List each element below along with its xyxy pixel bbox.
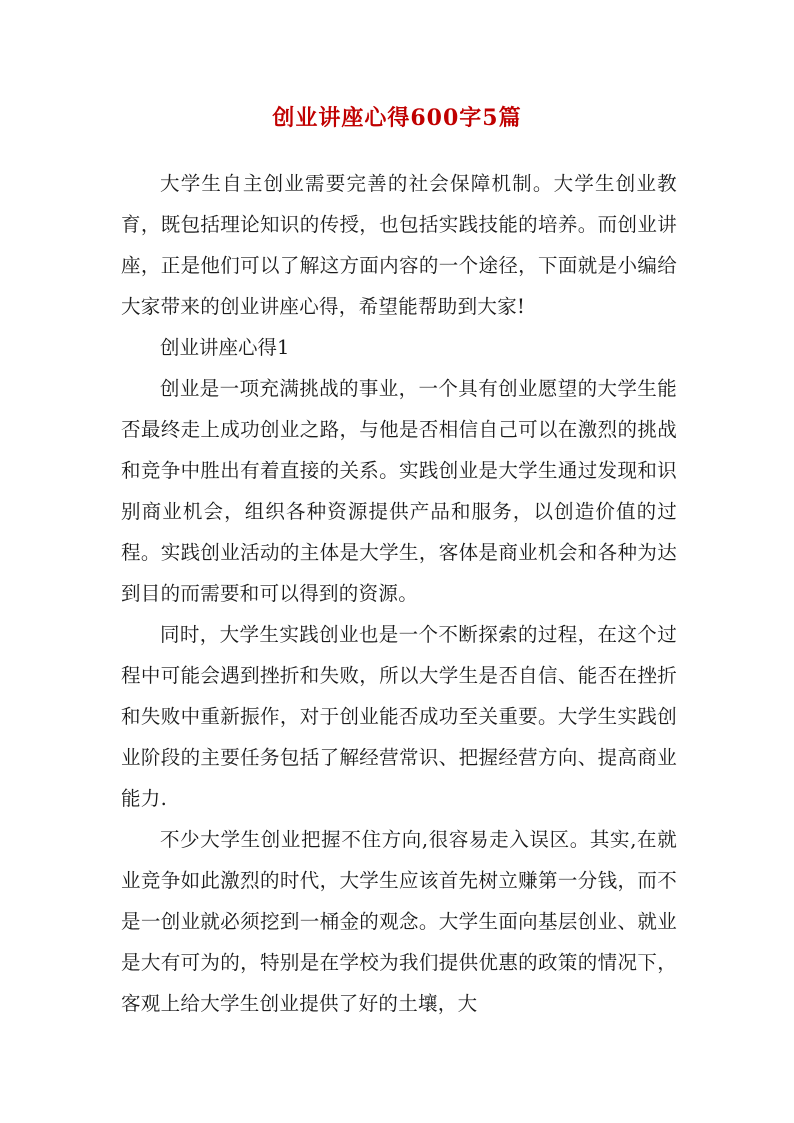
body-paragraph: 不少大学生创业把握不住方向,很容易走入误区。其实,在就业竞争如此激烈的时代，大学生应该首先树立赚第一分钱，而不是一创业就必须挖到一桶金的观念。大学生面向基层创业、就业是大有可为的，特别是在学校为我们提供优惠的政策的情况下，客观上给大学生创业提供了好的土壤，大 bbox=[121, 828, 677, 1015]
intro-paragraph: 大学生自主创业需要完善的社会保障机制。大学生创业教育，既包括理论知识的传授，也包括实践技能的培养。而创业讲座，正是他们可以了解这方面内容的一个途径，下面就是小编给大家带来的创业讲座心得，希望能帮助到大家! bbox=[121, 172, 677, 318]
body-paragraph: 创业是一项充满挑战的事业，一个具有创业愿望的大学生能否最终走上成功创业之路，与他是否相信自己可以在激烈的挑战和竞争中胜出有着直接的关系。实践创业是大学生通过发现和识别商业机会，组织各种资源提供产品和服务，以创造价值的过程。实践创业活动的主体是大学生，客体是商业机会和各种为达到目的而需要和可以得到的资源。 bbox=[121, 377, 677, 605]
document-title: 创业讲座心得600字5篇 bbox=[272, 105, 522, 131]
section-heading-1: 创业讲座心得1 bbox=[160, 336, 290, 359]
document-body bbox=[121, 163, 677, 1024]
body-paragraph: 同时，大学生实践创业也是一个不断探索的过程，在这个过程中可能会遇到挫折和失败，所以大学生是否自信、能否在挫折和失败中重新振作，对于创业能否成功至关重要。大学生实践创业阶段的主要任务包括了解经营常识、把握经营方向、提高商业能力. bbox=[121, 623, 677, 810]
